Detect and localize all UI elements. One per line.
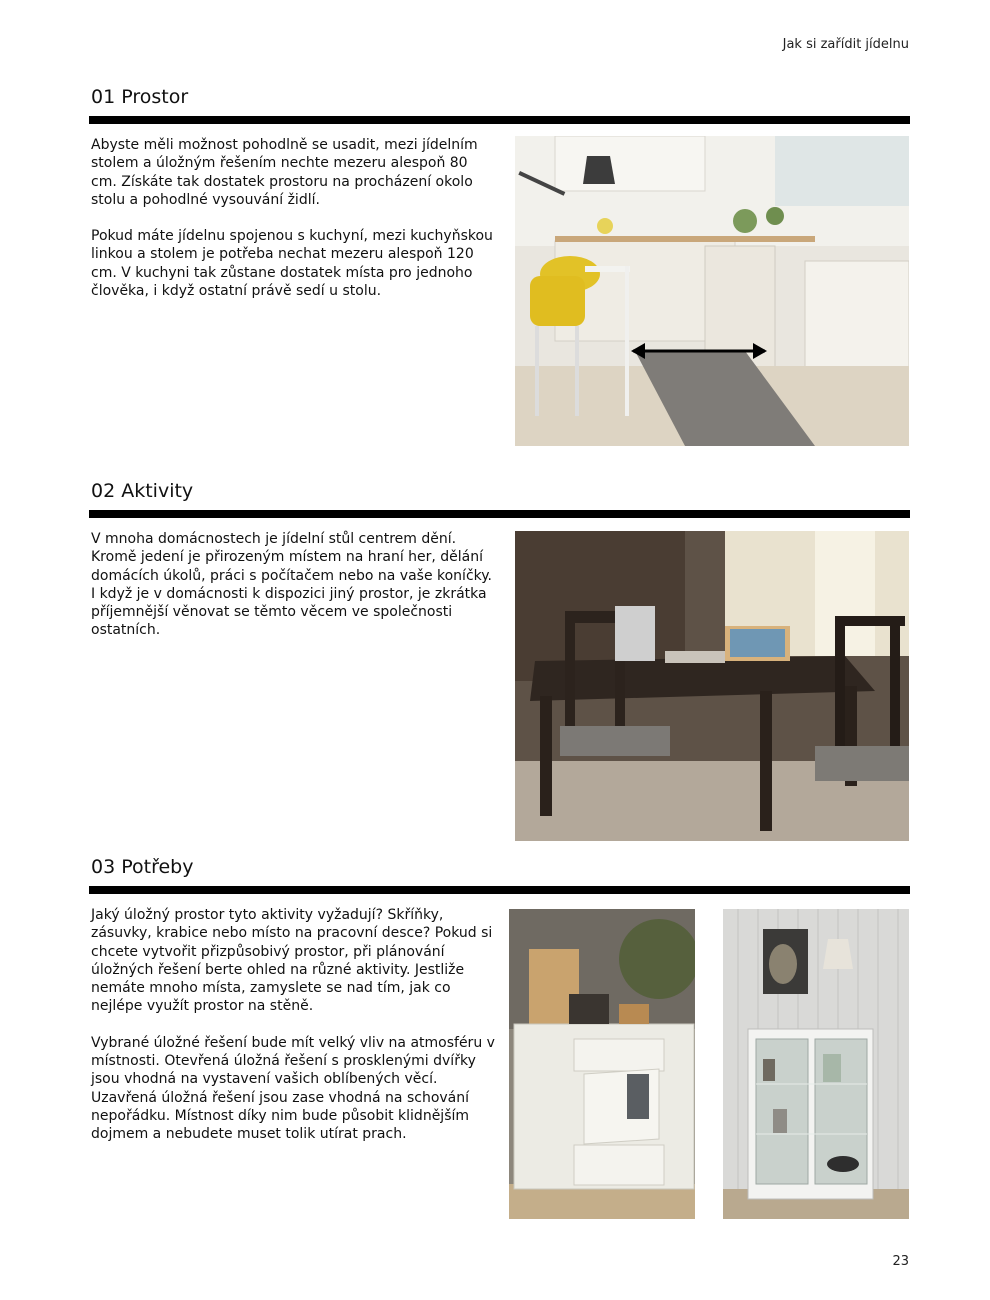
paragraph: Vybrané úložné řešení bude mít velký vliv na atmosféru v místnosti. Otevřená úložná řešení s prosklenými dvířky jsou vhodná na vystavení vašich oblíbených věcí. Uzavřená úložná řešení jsou zase vhodná na schování nepořádku. Místnost díky nim bude působit klidnějším dojmem a nebudete muset tolik utírat prach. [91, 1034, 495, 1143]
section-divider [89, 116, 910, 124]
section-body-potreby [91, 906, 496, 1162]
paragraph: Abyste měli možnost pohodlně se usadit, mezi jídelním stolem a úložným řešením nechte mezeru alespoň 80 cm. Získáte tak dostatek prostoru na procházení okolo stolu a pohodlné vysouvání židlí. [91, 137, 478, 208]
section-body-prostor [91, 136, 496, 318]
section-title-prostor: 01 Prostor [91, 86, 189, 108]
section-title-potreby: 03 Potřeby [91, 856, 194, 878]
section-title-aktivity: 02 Aktivity [91, 480, 194, 502]
section-body-aktivity [91, 530, 496, 658]
section-divider [89, 886, 910, 894]
paragraph: V mnoha domácnostech je jídelní stůl centrem dění. Kromě jedení je přirozeným místem na hraní her, dělání domácích úkolů, práci s počítačem nebo na vaše koníčky. I když je v domácnosti k dispozici jiný prostor, je zkrátka příjemnější věnovat se těmto věcem ve společnosti ostatních. [91, 531, 492, 639]
dining-table-photo [515, 531, 909, 841]
kitchen-photo [515, 136, 909, 446]
running-header: Jak si zařídit jídelnu [782, 37, 909, 52]
paragraph: Jaký úložný prostor tyto aktivity vyžadují? Skříňky, zásuvky, krabice nebo místo na pracovní desce? Pokud si chcete vytvořit přizpůsobivý prostor, při plánování úložných řešení berte ohled na různé aktivity. Jestliže nemáte mnoho místa, zamyslete se nad tím, jak co nejlépe využít prostor na stěně. [91, 907, 493, 1015]
glass-cabinet-photo [723, 909, 909, 1219]
section-divider [89, 510, 910, 518]
paragraph: Pokud máte jídelnu spojenou s kuchyní, mezi kuchyňskou linkou a stolem je potřeba nechat mezeru alespoň 120 cm. V kuchyni tak zůstane dostatek místa pro jednoho člověka, i když ostatní právě sedí u stolu. [91, 228, 493, 300]
page-number: 23 [892, 1254, 909, 1269]
sideboard-photo [509, 909, 695, 1219]
